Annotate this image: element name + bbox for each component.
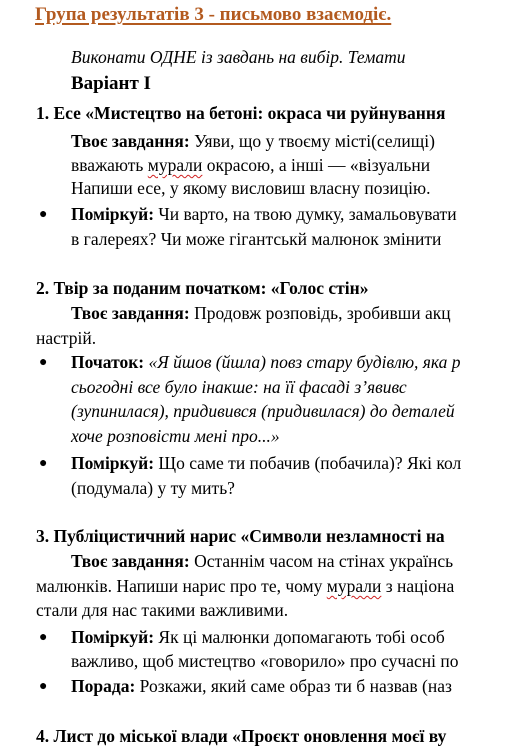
think-text: Що саме ти побачив (побачила)? Які кол bbox=[154, 453, 462, 473]
variant-heading: Варіант I bbox=[71, 73, 151, 94]
bullet-icon: ● bbox=[39, 630, 48, 645]
task-text: Уяви, що у твоєму місті(селищі) bbox=[189, 131, 435, 151]
section-2-task-line-2: настрій. bbox=[36, 328, 97, 348]
section-1-think-line-2: в галереях? Чи може гігантськй малюнок змінити bbox=[71, 229, 442, 249]
task-label: Твоє завдання: bbox=[71, 303, 190, 323]
section-2-start-line-4: хоче розповісти мені про...» bbox=[71, 426, 280, 446]
task-text: з націона bbox=[381, 576, 455, 596]
spellcheck-word: мурали bbox=[147, 155, 203, 175]
section-2-think-line-1 bbox=[71, 452, 461, 474]
bullet-icon: ● bbox=[39, 207, 48, 222]
start-label: Початок: bbox=[71, 352, 145, 372]
task-text: Останнім часом на стінах українсь bbox=[189, 551, 454, 571]
bullet-icon: ● bbox=[39, 355, 48, 370]
think-label: Поміркуй: bbox=[71, 204, 155, 224]
section-1-task-line-2 bbox=[71, 154, 430, 176]
section-4-heading: 4. Лист до міської влади «Проєкт оновлення моєї ву bbox=[36, 726, 447, 746]
tip-label: Порада: bbox=[71, 676, 136, 696]
instruction-text: Виконати ОДНЕ із завдань на вибір. Темати bbox=[71, 47, 406, 67]
section-2-task-line-1 bbox=[71, 302, 451, 324]
section-2-think-line-2: (подумала) у ту мить? bbox=[71, 478, 235, 498]
bullet-icon: ● bbox=[39, 679, 48, 694]
section-2-start-line-3: (зупинилася), придивився (придивилася) до деталей bbox=[71, 401, 455, 421]
section-3-think-line-1 bbox=[71, 626, 445, 648]
think-text: Чи варто, на твою думку, замальовувати bbox=[154, 204, 457, 224]
task-label: Твоє завдання: bbox=[71, 551, 190, 571]
page-title: Група результатів 3 - письмово взаємодіє. bbox=[35, 4, 392, 25]
task-label: Твоє завдання: bbox=[71, 131, 190, 151]
task-text: окрасою, а інші — «візуальни bbox=[202, 155, 431, 175]
section-3-tip-line-1 bbox=[71, 675, 452, 697]
section-3-heading: 3. Публіцистичний нарис «Символи незламності на bbox=[36, 526, 445, 546]
section-1-task-line-3: Напиши есе, у якому висловиш власну позицію. bbox=[71, 178, 431, 198]
section-1-think-line-1 bbox=[71, 203, 457, 225]
section-1-heading: 1. Есе «Мистецтво на бетоні: окраса чи руйнування bbox=[36, 103, 446, 123]
section-3-task-line-2 bbox=[36, 575, 454, 597]
tip-text: Розкажи, який саме образ ти б назвав (наз bbox=[135, 676, 452, 696]
task-text: малюнків. Напиши нарис про те, чому bbox=[36, 576, 327, 596]
spellcheck-word: мурали bbox=[326, 576, 382, 596]
think-text: Як ці малюнки допомагають тобі особ bbox=[154, 627, 445, 647]
task-text: вважають bbox=[71, 155, 148, 175]
think-label: Поміркуй: bbox=[71, 453, 155, 473]
task-text: Продовж розповідь, зробивши акц bbox=[189, 303, 451, 323]
section-2-heading: 2. Твір за поданим початком: «Голос стін» bbox=[36, 278, 369, 298]
bullet-icon: ● bbox=[39, 456, 48, 471]
think-label: Поміркуй: bbox=[71, 627, 155, 647]
start-text: «Я йшов (йшла) повз стару будівлю, яка р bbox=[144, 352, 461, 372]
section-2-start-line-1 bbox=[71, 351, 461, 373]
section-2-start-line-2: сьогодні все було інакше: на її фасаді з’явивс bbox=[71, 377, 407, 397]
section-3-task-line-3: стали для нас такими важливими. bbox=[36, 600, 289, 620]
section-1-task-line-1 bbox=[71, 130, 435, 152]
section-3-task-line-1 bbox=[71, 550, 453, 572]
section-3-think-line-2: важливо, щоб мистецтво «говорило» про сучасні по bbox=[71, 651, 459, 671]
